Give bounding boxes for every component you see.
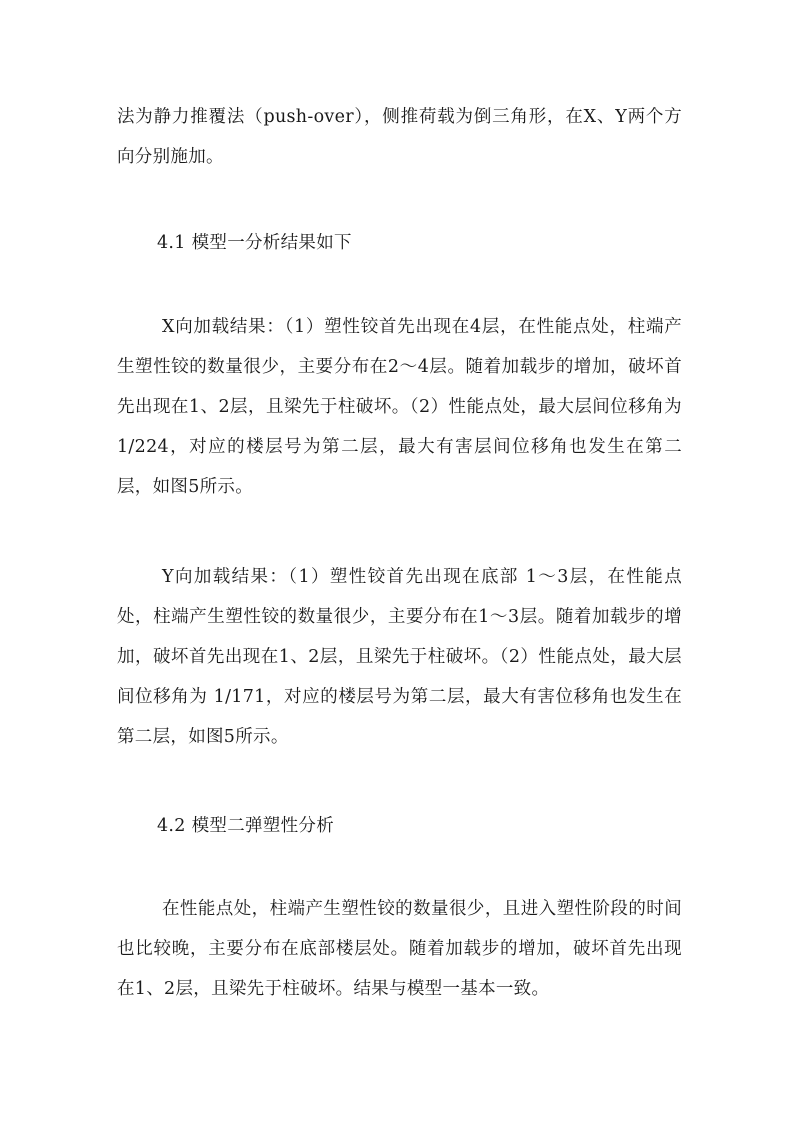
section-heading-4-1: 4.1 模型一分析结果如下 bbox=[157, 233, 352, 253]
x-load-result-paragraph: X向加载结果：（1）塑性铰首先出现在4层，在性能点处，柱端产生塑性铰的数量很少，主要分布在2～4层。随着加载步的增加，破坏首先出现在1、2层，且梁先于柱破坏。（2）性能点处，最大层间位移角为 1/224，对应的楼层号为第二层，最大有害层间位移角也发生在第二层，如图5所示。 bbox=[117, 317, 682, 497]
y-load-result-paragraph: Y向加载结果：（1）塑性铰首先出现在底部 1～3层，在性能点处，柱端产生塑性铰的数量很少，主要分布在1～3层。随着加载步的增加，破坏首先出现在1、2层，且梁先于柱破坏。（2）性能点处，最大层间位移角为 1/171，对应的楼层号为第二层，最大有害位移角也发生在第二层，如图5所示。 bbox=[117, 567, 682, 747]
section-heading-4-2: 4.2 模型二弹塑性分析 bbox=[157, 816, 334, 836]
model2-paragraph: 在性能点处，柱端产生塑性铰的数量很少，且进入塑性阶段的时间也比较晚，主要分布在底部楼层处。随着加载步的增加，破坏首先出现在1、2层，且梁先于柱破坏。结果与模型一基本一致。 bbox=[117, 899, 682, 999]
intro-paragraph: 法为静力推覆法（push-over），侧推荷载为倒三角形，在X、Y两个方向分别施加。 bbox=[117, 107, 682, 167]
